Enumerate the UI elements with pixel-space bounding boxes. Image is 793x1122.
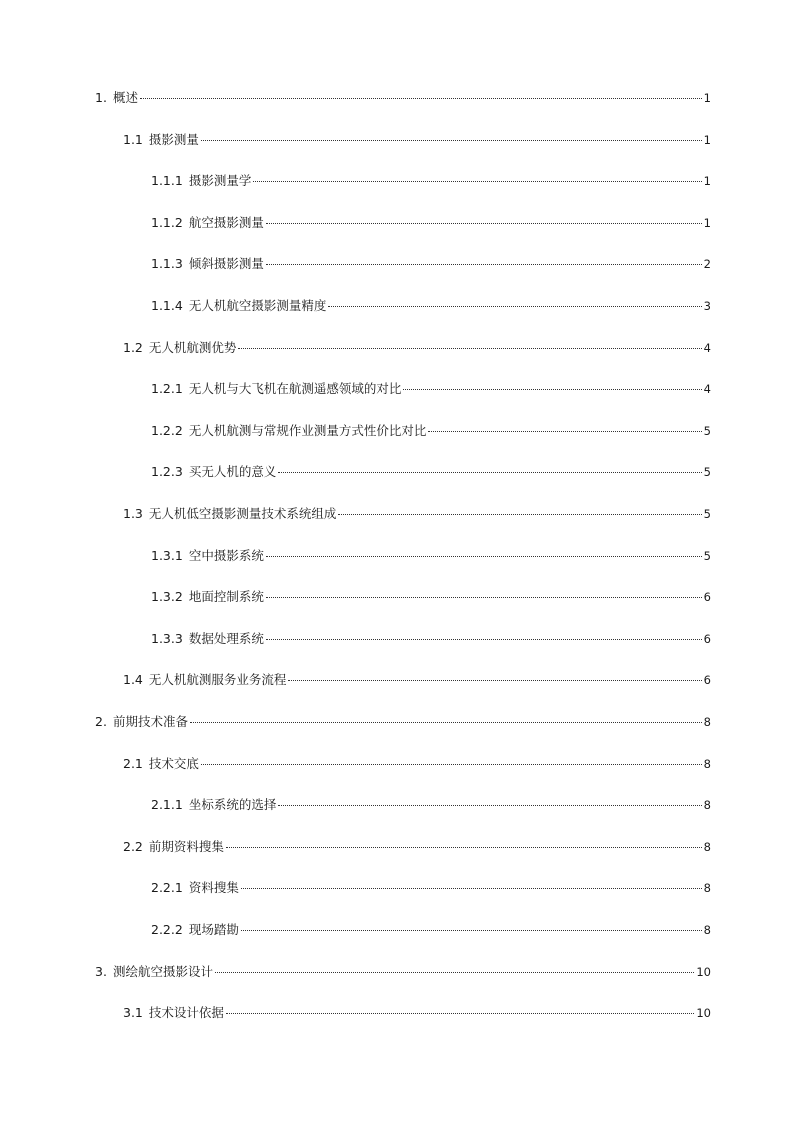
toc-entry-title: 地面控制系统 <box>188 589 264 604</box>
toc-dot-leader <box>226 1012 694 1014</box>
toc-dot-leader <box>266 263 702 265</box>
toc-entry[interactable] <box>95 88 711 108</box>
toc-entry-title: 航空摄影测量 <box>188 215 264 230</box>
toc-dot-leader <box>428 430 701 432</box>
toc-entry-page-number: 10 <box>696 1006 711 1020</box>
toc-dot-leader <box>201 139 702 141</box>
toc-dot-leader <box>241 929 702 931</box>
toc-dot-leader <box>201 763 702 765</box>
toc-entry-number: 2. <box>95 714 107 729</box>
toc-entry[interactable] <box>123 837 711 857</box>
toc-entry[interactable] <box>151 920 711 940</box>
toc-entry-title: 无人机航测服务业务流程 <box>148 672 287 687</box>
toc-entry-title: 倾斜摄影测量 <box>188 256 264 271</box>
toc-entry-page-number: 5 <box>703 507 711 521</box>
toc-dot-leader <box>140 97 702 99</box>
toc-entry-title: 空中摄影系统 <box>188 548 264 563</box>
toc-entry[interactable] <box>151 296 711 316</box>
toc-dot-leader <box>288 679 701 681</box>
toc-entry-title: 无人机航测与常规作业测量方式性价比对比 <box>188 423 427 438</box>
toc-entry[interactable] <box>123 338 711 358</box>
toc-entry-number: 2.2 <box>123 839 143 854</box>
toc-entry[interactable] <box>123 1003 711 1023</box>
toc-entry-page-number: 3 <box>703 299 711 313</box>
toc-entry[interactable] <box>123 504 711 524</box>
toc-entry-number: 1.2 <box>123 340 143 355</box>
toc-dot-leader <box>278 804 701 806</box>
toc-entry[interactable] <box>95 962 711 982</box>
toc-entry-number: 1. <box>95 90 107 105</box>
toc-entry-page-number: 5 <box>703 465 711 479</box>
toc-dot-leader <box>338 513 701 515</box>
toc-dot-leader <box>266 222 702 224</box>
toc-dot-leader <box>190 721 702 723</box>
toc-entry-number: 1.3 <box>123 506 143 521</box>
toc-entry-title: 测绘航空摄影设计 <box>112 964 213 979</box>
toc-entry[interactable] <box>95 712 711 732</box>
toc-entry-title: 无人机低空摄影测量技术系统组成 <box>148 506 337 521</box>
toc-entry-number: 1.3.1 <box>151 548 183 563</box>
toc-entry-page-number: 6 <box>703 590 711 604</box>
toc-entry-page-number: 5 <box>703 424 711 438</box>
toc-entry-page-number: 6 <box>703 673 711 687</box>
toc-entry-number: 1.1.3 <box>151 256 183 271</box>
toc-entry-page-number: 8 <box>703 840 711 854</box>
toc-dot-leader <box>241 887 702 889</box>
toc-entry[interactable] <box>151 421 711 441</box>
toc-entry[interactable] <box>151 379 711 399</box>
toc-dot-leader <box>266 638 702 640</box>
toc-entry-title: 资料搜集 <box>188 880 239 895</box>
toc-dot-leader <box>215 971 694 973</box>
toc-entry-title: 前期资料搜集 <box>148 839 224 854</box>
toc-entry-number: 2.1 <box>123 756 143 771</box>
toc-dot-leader <box>403 388 701 390</box>
toc-dot-leader <box>328 305 701 307</box>
toc-entry-page-number: 1 <box>703 133 711 147</box>
toc-entry[interactable] <box>151 254 711 274</box>
toc-entry-number: 1.1.1 <box>151 173 183 188</box>
toc-entry-title: 无人机与大飞机在航测遥感领域的对比 <box>188 381 402 396</box>
toc-entry-number: 1.1 <box>123 132 143 147</box>
toc-entry[interactable] <box>151 213 711 233</box>
toc-dot-leader <box>278 471 701 473</box>
toc-entry-page-number: 8 <box>703 757 711 771</box>
toc-entry-page-number: 1 <box>703 91 711 105</box>
toc-entry-title: 前期技术准备 <box>112 714 188 729</box>
toc-entry-title: 技术设计依据 <box>148 1005 224 1020</box>
toc-entry[interactable] <box>151 878 711 898</box>
toc-entry-page-number: 4 <box>703 341 711 355</box>
toc-entry-number: 1.2.3 <box>151 464 183 479</box>
toc-entry-title: 买无人机的意义 <box>188 464 277 479</box>
toc-entry-number: 1.2.2 <box>151 423 183 438</box>
toc-entry-page-number: 10 <box>696 965 711 979</box>
toc-entry[interactable] <box>151 171 711 191</box>
toc-entry-page-number: 8 <box>703 923 711 937</box>
toc-entry-title: 数据处理系统 <box>188 631 264 646</box>
toc-entry[interactable] <box>151 546 711 566</box>
toc-entry-page-number: 8 <box>703 715 711 729</box>
toc-entry-page-number: 8 <box>703 881 711 895</box>
toc-dot-leader <box>238 347 701 349</box>
toc-entry-title: 摄影测量 <box>148 132 199 147</box>
toc-entry-title: 摄影测量学 <box>188 173 252 188</box>
toc-dot-leader <box>266 555 702 557</box>
toc-entry-title: 技术交底 <box>148 756 199 771</box>
toc-entry-number: 1.2.1 <box>151 381 183 396</box>
toc-dot-leader <box>226 846 702 848</box>
toc-entry-title: 概述 <box>112 90 138 105</box>
toc-entry[interactable] <box>151 795 711 815</box>
toc-entry-number: 2.2.2 <box>151 922 183 937</box>
toc-entry-title: 无人机航空摄影测量精度 <box>188 298 327 313</box>
toc-entry-page-number: 2 <box>703 257 711 271</box>
toc-entry-page-number: 6 <box>703 632 711 646</box>
toc-entry-page-number: 8 <box>703 798 711 812</box>
toc-entry[interactable] <box>151 462 711 482</box>
toc-entry[interactable] <box>123 130 711 150</box>
toc-dot-leader <box>266 596 702 598</box>
toc-entry[interactable] <box>151 629 711 649</box>
toc-entry-page-number: 1 <box>703 216 711 230</box>
toc-entry-number: 1.3.2 <box>151 589 183 604</box>
toc-entry-page-number: 4 <box>703 382 711 396</box>
toc-entry[interactable] <box>151 587 711 607</box>
toc-entry-title: 坐标系统的选择 <box>188 797 277 812</box>
toc-entry-number: 3. <box>95 964 107 979</box>
toc-entry-title: 现场踏勘 <box>188 922 239 937</box>
toc-entry-number: 3.1 <box>123 1005 143 1020</box>
toc-entry[interactable] <box>123 670 711 690</box>
toc-entry-page-number: 5 <box>703 549 711 563</box>
toc-entry-number: 1.1.4 <box>151 298 183 313</box>
toc-entry-page-number: 1 <box>703 174 711 188</box>
toc-dot-leader <box>253 180 701 182</box>
toc-entry-number: 2.2.1 <box>151 880 183 895</box>
toc-entry-number: 1.4 <box>123 672 143 687</box>
toc-entry-title: 无人机航测优势 <box>148 340 237 355</box>
toc-entry-number: 2.1.1 <box>151 797 183 812</box>
toc-entry-number: 1.3.3 <box>151 631 183 646</box>
toc-entry-number: 1.1.2 <box>151 215 183 230</box>
toc-entry[interactable] <box>123 754 711 774</box>
